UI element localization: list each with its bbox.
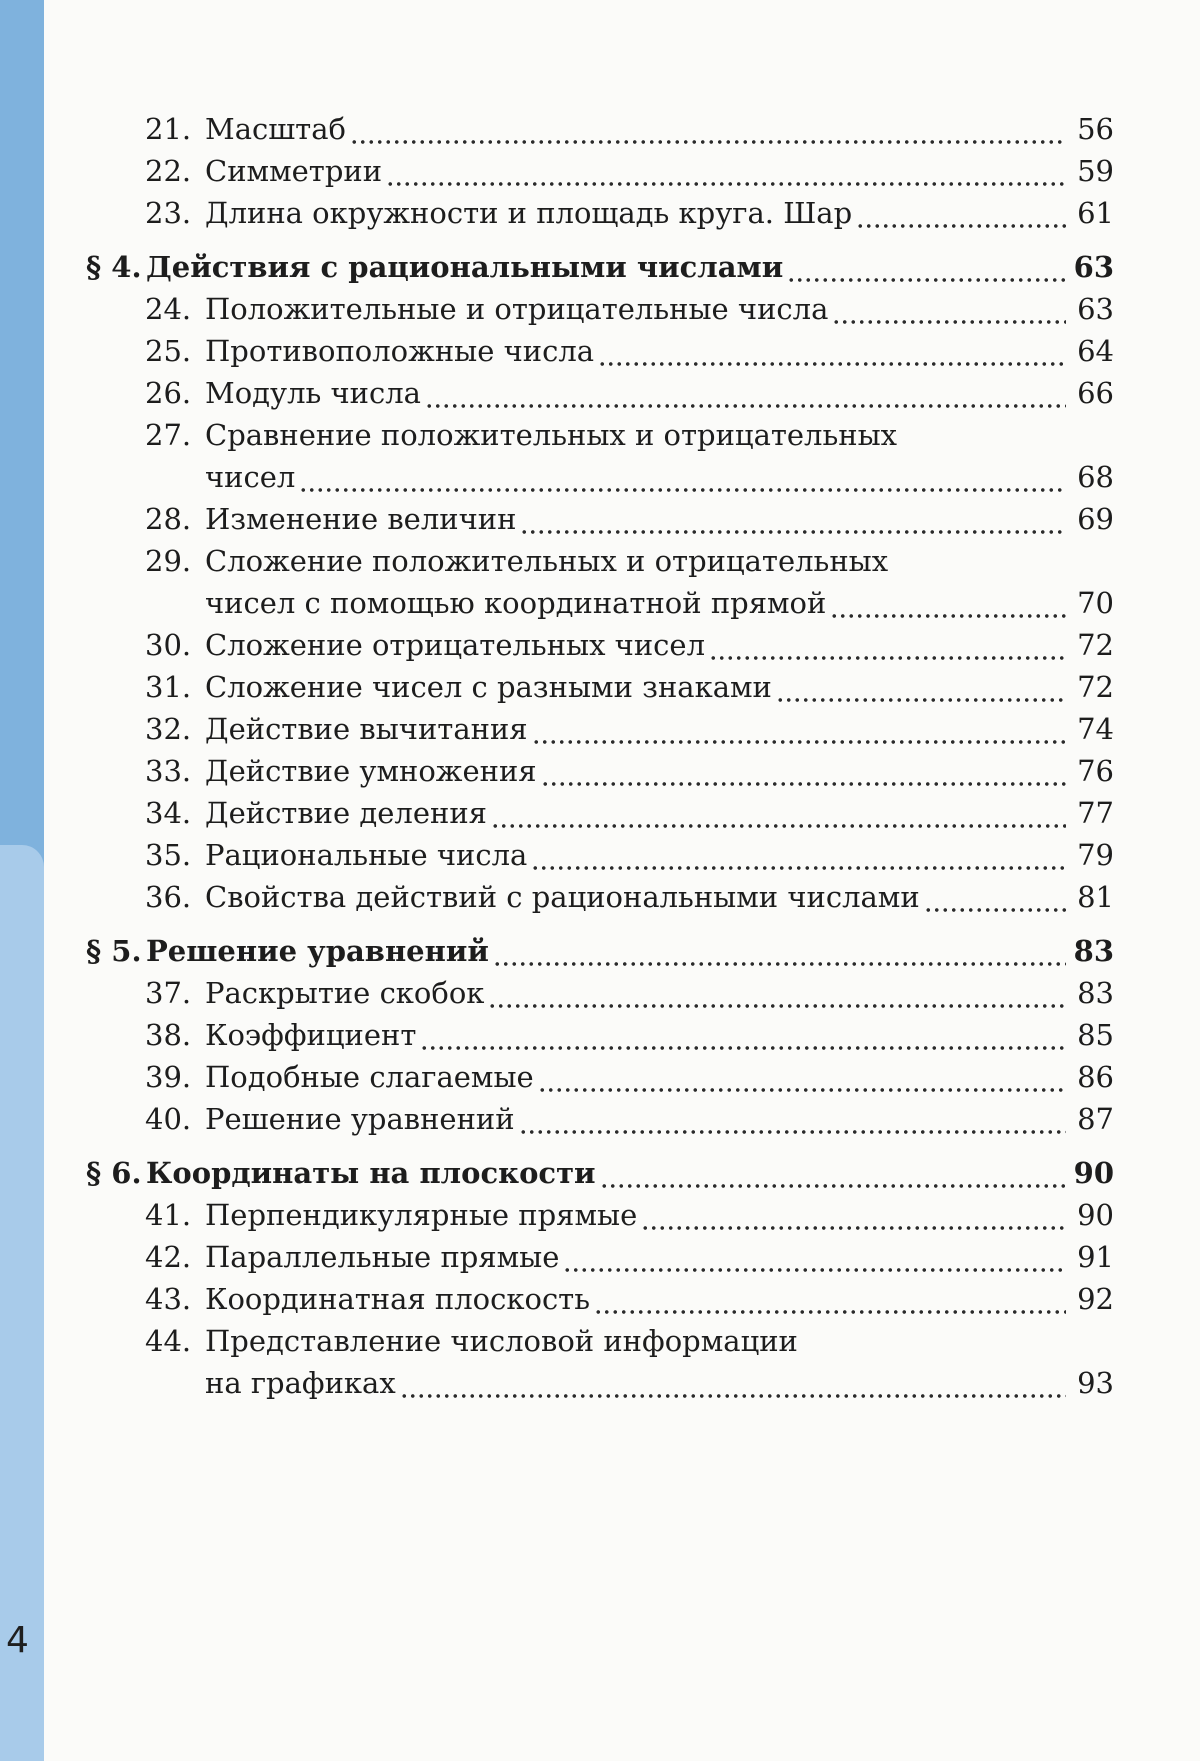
toc-page-number: 63 — [1073, 250, 1114, 284]
toc-page-number: 90 — [1073, 1156, 1114, 1190]
toc-entry-number: 42. — [145, 1240, 192, 1274]
toc-item-row[interactable] — [0, 498, 1200, 540]
toc-item-row[interactable] — [0, 414, 1200, 456]
toc-page-number: 61 — [1077, 196, 1114, 230]
toc-item-row[interactable] — [0, 834, 1200, 876]
toc-item-continuation-row[interactable] — [0, 1362, 1200, 1404]
dot-leader — [594, 1278, 1066, 1320]
dot-leader — [420, 1014, 1066, 1056]
toc-page-number: 85 — [1077, 1018, 1114, 1052]
toc-entry-title-continuation: на графиках — [205, 1362, 400, 1404]
toc-page-number: 59 — [1077, 154, 1114, 188]
toc-entry-number: 22. — [145, 154, 192, 188]
dot-leader — [299, 456, 1066, 498]
toc-item-row[interactable] — [0, 150, 1200, 192]
toc-item-row[interactable] — [0, 540, 1200, 582]
toc-entry-title: Положительные и отрицательные числа — [205, 288, 832, 330]
toc-entry-number: 21. — [145, 112, 192, 146]
toc-page-number: 66 — [1077, 376, 1114, 410]
toc-entry-title: Представление числовой информации — [205, 1320, 802, 1362]
toc-item-row[interactable] — [0, 750, 1200, 792]
toc-entry-title: Коэффициент — [205, 1014, 420, 1056]
toc-item-row[interactable] — [0, 288, 1200, 330]
toc-page-number: 72 — [1077, 670, 1114, 704]
toc-entry-number: 29. — [145, 544, 192, 578]
toc-item-row[interactable] — [0, 708, 1200, 750]
dot-leader — [776, 666, 1066, 708]
toc-entry-number: § 4. — [86, 250, 142, 284]
toc-page-number: 83 — [1073, 934, 1114, 968]
toc-entry-number: 39. — [145, 1060, 192, 1094]
toc-entry-title: Изменение величин — [205, 498, 520, 540]
toc-entry-title: Сложение чисел с разными знаками — [205, 666, 776, 708]
toc-entry-number: 34. — [145, 796, 192, 830]
dot-leader — [488, 972, 1066, 1014]
toc-page-number: 92 — [1077, 1282, 1114, 1316]
toc-item-row[interactable] — [0, 330, 1200, 372]
toc-item-row[interactable] — [0, 972, 1200, 1014]
toc-page-number: 56 — [1077, 112, 1114, 146]
toc-entry-title: Сложение положительных и отрицательных — [205, 540, 892, 582]
toc-entry-number: 35. — [145, 838, 192, 872]
toc-entry-number: 43. — [145, 1282, 192, 1316]
toc-entry-title: Масштаб — [205, 108, 350, 150]
toc-page-number: 77 — [1077, 796, 1114, 830]
toc-entry-title: Длина окружности и площадь круга. Шар — [205, 192, 856, 234]
toc-entry-title: Решение уравнений — [205, 1098, 519, 1140]
toc-page-number: 63 — [1077, 292, 1114, 326]
dot-leader — [425, 372, 1066, 414]
toc-section-row[interactable] — [0, 930, 1200, 972]
toc-page-number: 86 — [1077, 1060, 1114, 1094]
toc-item-row[interactable] — [0, 1014, 1200, 1056]
toc-entry-title: Симметрии — [205, 150, 386, 192]
toc-entry-number: 24. — [145, 292, 192, 326]
toc-entry-title: Рациональные числа — [205, 834, 531, 876]
toc-item-row[interactable] — [0, 666, 1200, 708]
dot-leader — [598, 330, 1066, 372]
toc-entry-title: Параллельные прямые — [205, 1236, 563, 1278]
toc-entry-number: 31. — [145, 670, 192, 704]
toc-entry-number: 30. — [145, 628, 192, 662]
toc-entry-number: 41. — [145, 1198, 192, 1232]
dot-leader — [493, 930, 1066, 972]
dot-leader — [519, 1098, 1066, 1140]
toc-entry-title: Перпендикулярные прямые — [205, 1194, 641, 1236]
dot-leader — [641, 1194, 1066, 1236]
toc-item-row[interactable] — [0, 1278, 1200, 1320]
toc-entry-title: Сложение отрицательных чисел — [205, 624, 709, 666]
toc-entry-title: Модуль числа — [205, 372, 425, 414]
toc-entry-title: Решение уравнений — [146, 930, 493, 972]
toc-item-row[interactable] — [0, 1194, 1200, 1236]
toc-entry-number: § 5. — [86, 934, 142, 968]
dot-leader — [386, 150, 1066, 192]
dot-leader — [400, 1362, 1066, 1404]
toc-item-row[interactable] — [0, 876, 1200, 918]
dot-leader — [600, 1152, 1066, 1194]
toc-page-number: 90 — [1077, 1198, 1114, 1232]
dot-leader — [491, 792, 1066, 834]
dot-leader — [787, 246, 1066, 288]
toc-entry-number: 32. — [145, 712, 192, 746]
toc-item-row[interactable] — [0, 1236, 1200, 1278]
toc-entry-title: Действие деления — [205, 792, 491, 834]
toc-item-row[interactable] — [0, 1320, 1200, 1362]
toc-entry-title: Координаты на плоскости — [146, 1152, 600, 1194]
toc-item-row[interactable] — [0, 792, 1200, 834]
toc-page-number: 74 — [1077, 712, 1114, 746]
toc-entry-title: Раскрытие скобок — [205, 972, 488, 1014]
toc-entry-number: § 6. — [86, 1156, 142, 1190]
dot-leader — [830, 582, 1066, 624]
toc-entry-number: 37. — [145, 976, 192, 1010]
toc-section-row[interactable] — [0, 1152, 1200, 1194]
toc-page-number: 72 — [1077, 628, 1114, 662]
toc-item-row[interactable] — [0, 1098, 1200, 1140]
dot-leader — [520, 498, 1066, 540]
toc-entry-title: Подобные слагаемые — [205, 1056, 538, 1098]
toc-page-number: 91 — [1077, 1240, 1114, 1274]
toc-entry-title-continuation: чисел с помощью координатной прямой — [205, 582, 830, 624]
toc-entry-title-continuation: чисел — [205, 456, 299, 498]
toc-item-row[interactable] — [0, 108, 1200, 150]
toc-entry-title: Действие вычитания — [205, 708, 532, 750]
toc-page-number: 68 — [1077, 460, 1114, 494]
toc-page-number: 64 — [1077, 334, 1114, 368]
dot-leader — [563, 1236, 1066, 1278]
toc-entry-number: 25. — [145, 334, 192, 368]
dot-leader — [832, 288, 1066, 330]
toc-entry-number: 26. — [145, 376, 192, 410]
toc-page-number: 93 — [1077, 1366, 1114, 1400]
toc-entry-number: 36. — [145, 880, 192, 914]
toc-page-number: 83 — [1077, 976, 1114, 1010]
toc-page-number: 87 — [1077, 1102, 1114, 1136]
toc-section-row[interactable] — [0, 246, 1200, 288]
dot-leader — [350, 108, 1066, 150]
toc-entry-number: 28. — [145, 502, 192, 536]
toc-page-number: 81 — [1077, 880, 1114, 914]
dot-leader — [709, 624, 1066, 666]
toc-entry-number: 33. — [145, 754, 192, 788]
toc-page-number: 69 — [1077, 502, 1114, 536]
dot-leader — [532, 708, 1066, 750]
toc-page-number: 76 — [1077, 754, 1114, 788]
toc-entry-title: Сравнение положительных и отрицательных — [205, 414, 901, 456]
dot-leader — [538, 1056, 1066, 1098]
toc-page-number: 70 — [1077, 586, 1114, 620]
toc-entry-title: Координатная плоскость — [205, 1278, 594, 1320]
toc-item-row[interactable] — [0, 192, 1200, 234]
toc-item-continuation-row[interactable] — [0, 456, 1200, 498]
toc-item-continuation-row[interactable] — [0, 582, 1200, 624]
toc-entry-number: 44. — [145, 1324, 192, 1358]
toc-entry-number: 27. — [145, 418, 192, 452]
toc-item-row[interactable] — [0, 1056, 1200, 1098]
toc-entry-number: 38. — [145, 1018, 192, 1052]
toc-entry-title: Свойства действий с рациональными числами — [205, 876, 924, 918]
toc-entry-title: Действия с рациональными числами — [146, 246, 787, 288]
toc-item-row[interactable] — [0, 624, 1200, 666]
toc-entry-number: 23. — [145, 196, 192, 230]
toc-page-number: 79 — [1077, 838, 1114, 872]
toc-entry-title: Противоположные числа — [205, 330, 598, 372]
toc-entry-number: 40. — [145, 1102, 192, 1136]
toc-item-row[interactable] — [0, 372, 1200, 414]
toc-entry-title: Действие умножения — [205, 750, 541, 792]
page-number: 4 — [6, 1620, 29, 1661]
dot-leader — [531, 834, 1066, 876]
dot-leader — [541, 750, 1066, 792]
